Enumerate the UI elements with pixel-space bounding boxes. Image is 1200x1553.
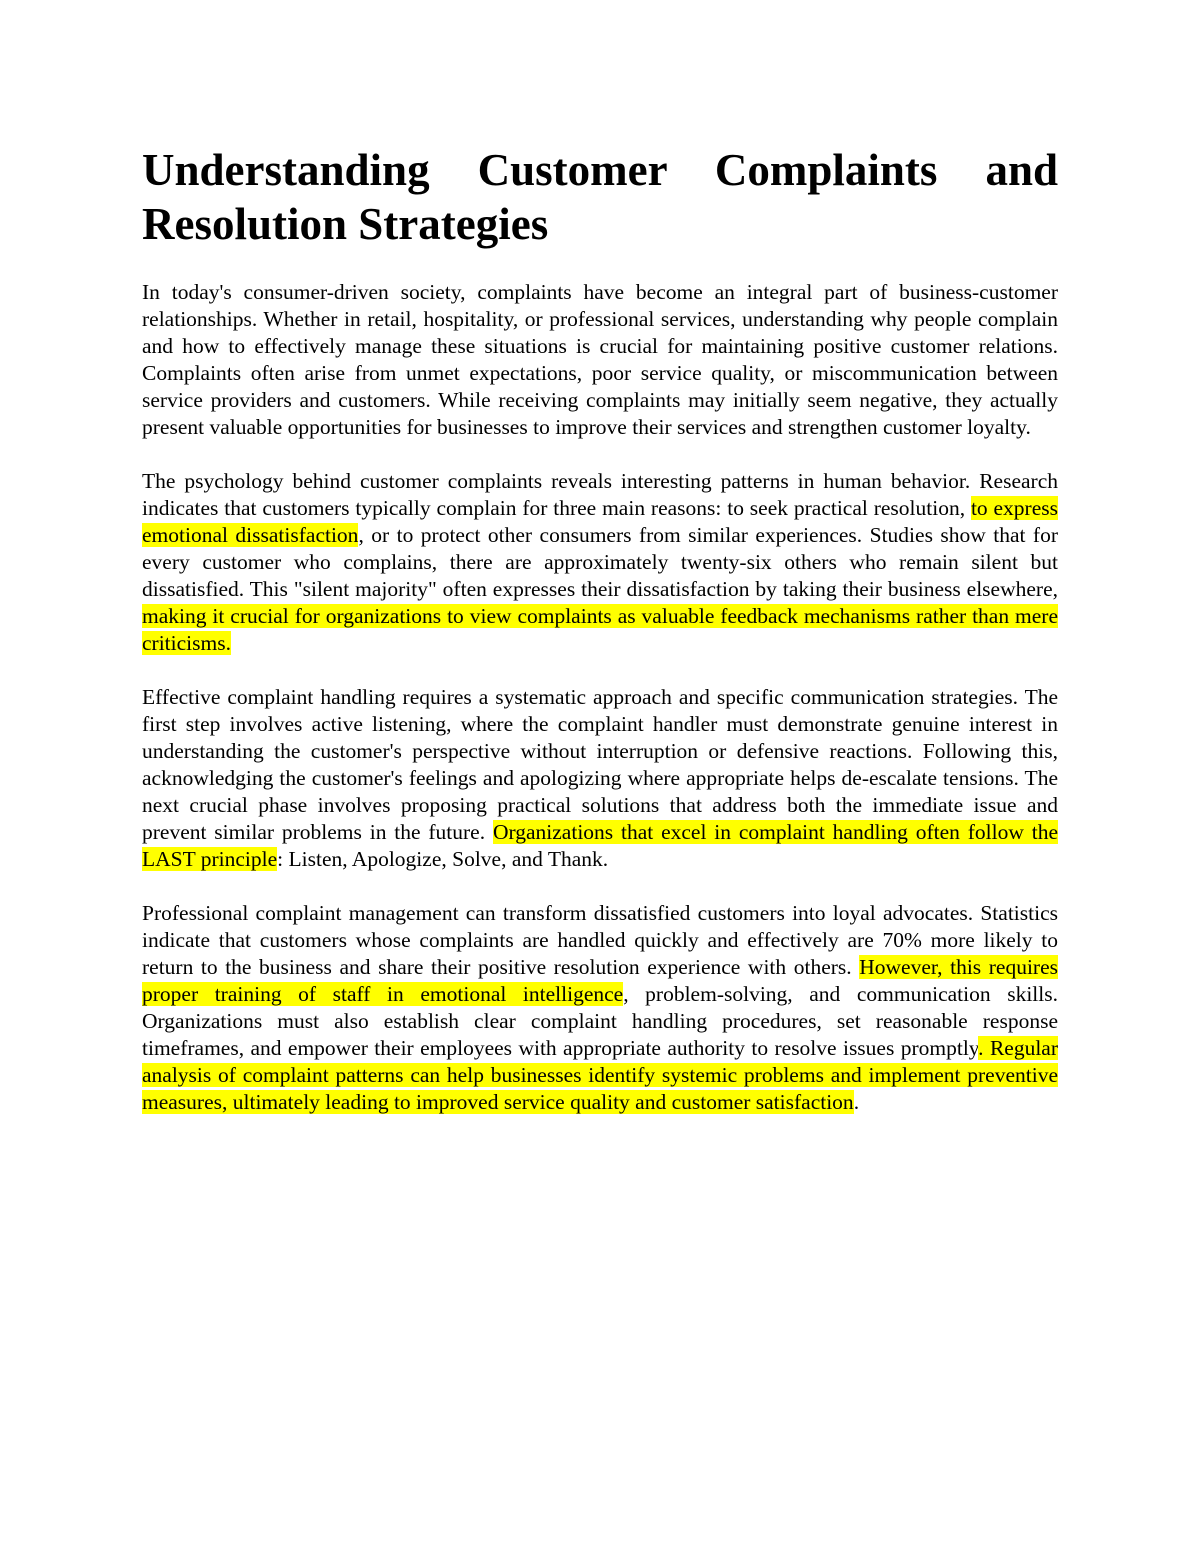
highlighted-text: to express emotional dissatisfaction <box>142 496 1058 547</box>
paragraph-text: : Listen, Apologize, Solve, and Thank. <box>277 847 609 871</box>
paragraph-text: Professional complaint management can transform dissatisfied customers into loyal advocates. Statistics indicate that customers whose complaints are handled quickly and effectively are 70% more likely to return to the business and share their positive resolution experience with others. <box>142 901 1058 979</box>
highlighted-text: . Regular analysis of complaint patterns can help businesses identify systemic problems and implement preventive measures, ultimately leading to improved service quality and customer satisfaction <box>142 1036 1059 1114</box>
paragraph-2 <box>142 468 1058 657</box>
paragraph-1 <box>142 279 1058 441</box>
paragraph-text: The psychology behind customer complaints reveals interesting patterns in human behavior. Research indicates that customers typically complain for three main reasons: to seek practical resolution, <box>142 469 1058 520</box>
document-title: Understanding Customer Complaints and Resolution Strategies <box>142 145 1058 249</box>
paragraph-3 <box>142 684 1058 873</box>
paragraph-text: , or to protect other consumers from similar experiences. Studies show that for every customer who complains, there are approximately twenty-six others who remain silent but dissatisfied. This "silent majority" often expresses their dissatisfaction by taking their business elsewhere, <box>142 523 1058 601</box>
paragraph-text: In today's consumer-driven society, complaints have become an integral part of business-customer relationships. Whether in retail, hospitality, or professional services, understanding why people complain and how to effectively manage these situations is crucial for maintaining positive customer relations. Complaints often arise from unmet expectations, poor service quality, or miscommunication between service providers and customers. While receiving complaints may initially seem negative, they actually present valuable opportunities for businesses to improve their services and strengthen customer loyalty. <box>142 280 1058 439</box>
paragraph-4 <box>142 900 1058 1116</box>
document-body <box>142 143 1058 1143</box>
paragraph-text: . <box>853 1090 860 1114</box>
paragraph-text: Effective complaint handling requires a systematic approach and specific communication strategies. The first step involves active listening, where the complaint handler must demonstrate genuine interest in understanding the customer's perspective without interruption or defensive reactions. Following this, acknowledging the customer's feelings and apologizing where appropriate helps de-escalate tensions. The next crucial phase involves proposing practical solutions that address both the immediate issue and prevent similar problems in the future. <box>142 685 1058 844</box>
highlighted-text: making it crucial for organizations to view complaints as valuable feedback mechanisms rather than mere criticisms. <box>142 604 1058 655</box>
highlighted-text: Organizations that excel in complaint handling often follow the LAST principle <box>142 820 1058 871</box>
highlighted-text: However, this requires proper training of staff in emotional intelligence <box>142 955 1058 1006</box>
paragraph-text: , problem-solving, and communication skills. Organizations must also establish clear complaint handling procedures, set reasonable response timeframes, and empower their employees with appropriate authority to resolve issues promptly <box>142 982 1058 1060</box>
